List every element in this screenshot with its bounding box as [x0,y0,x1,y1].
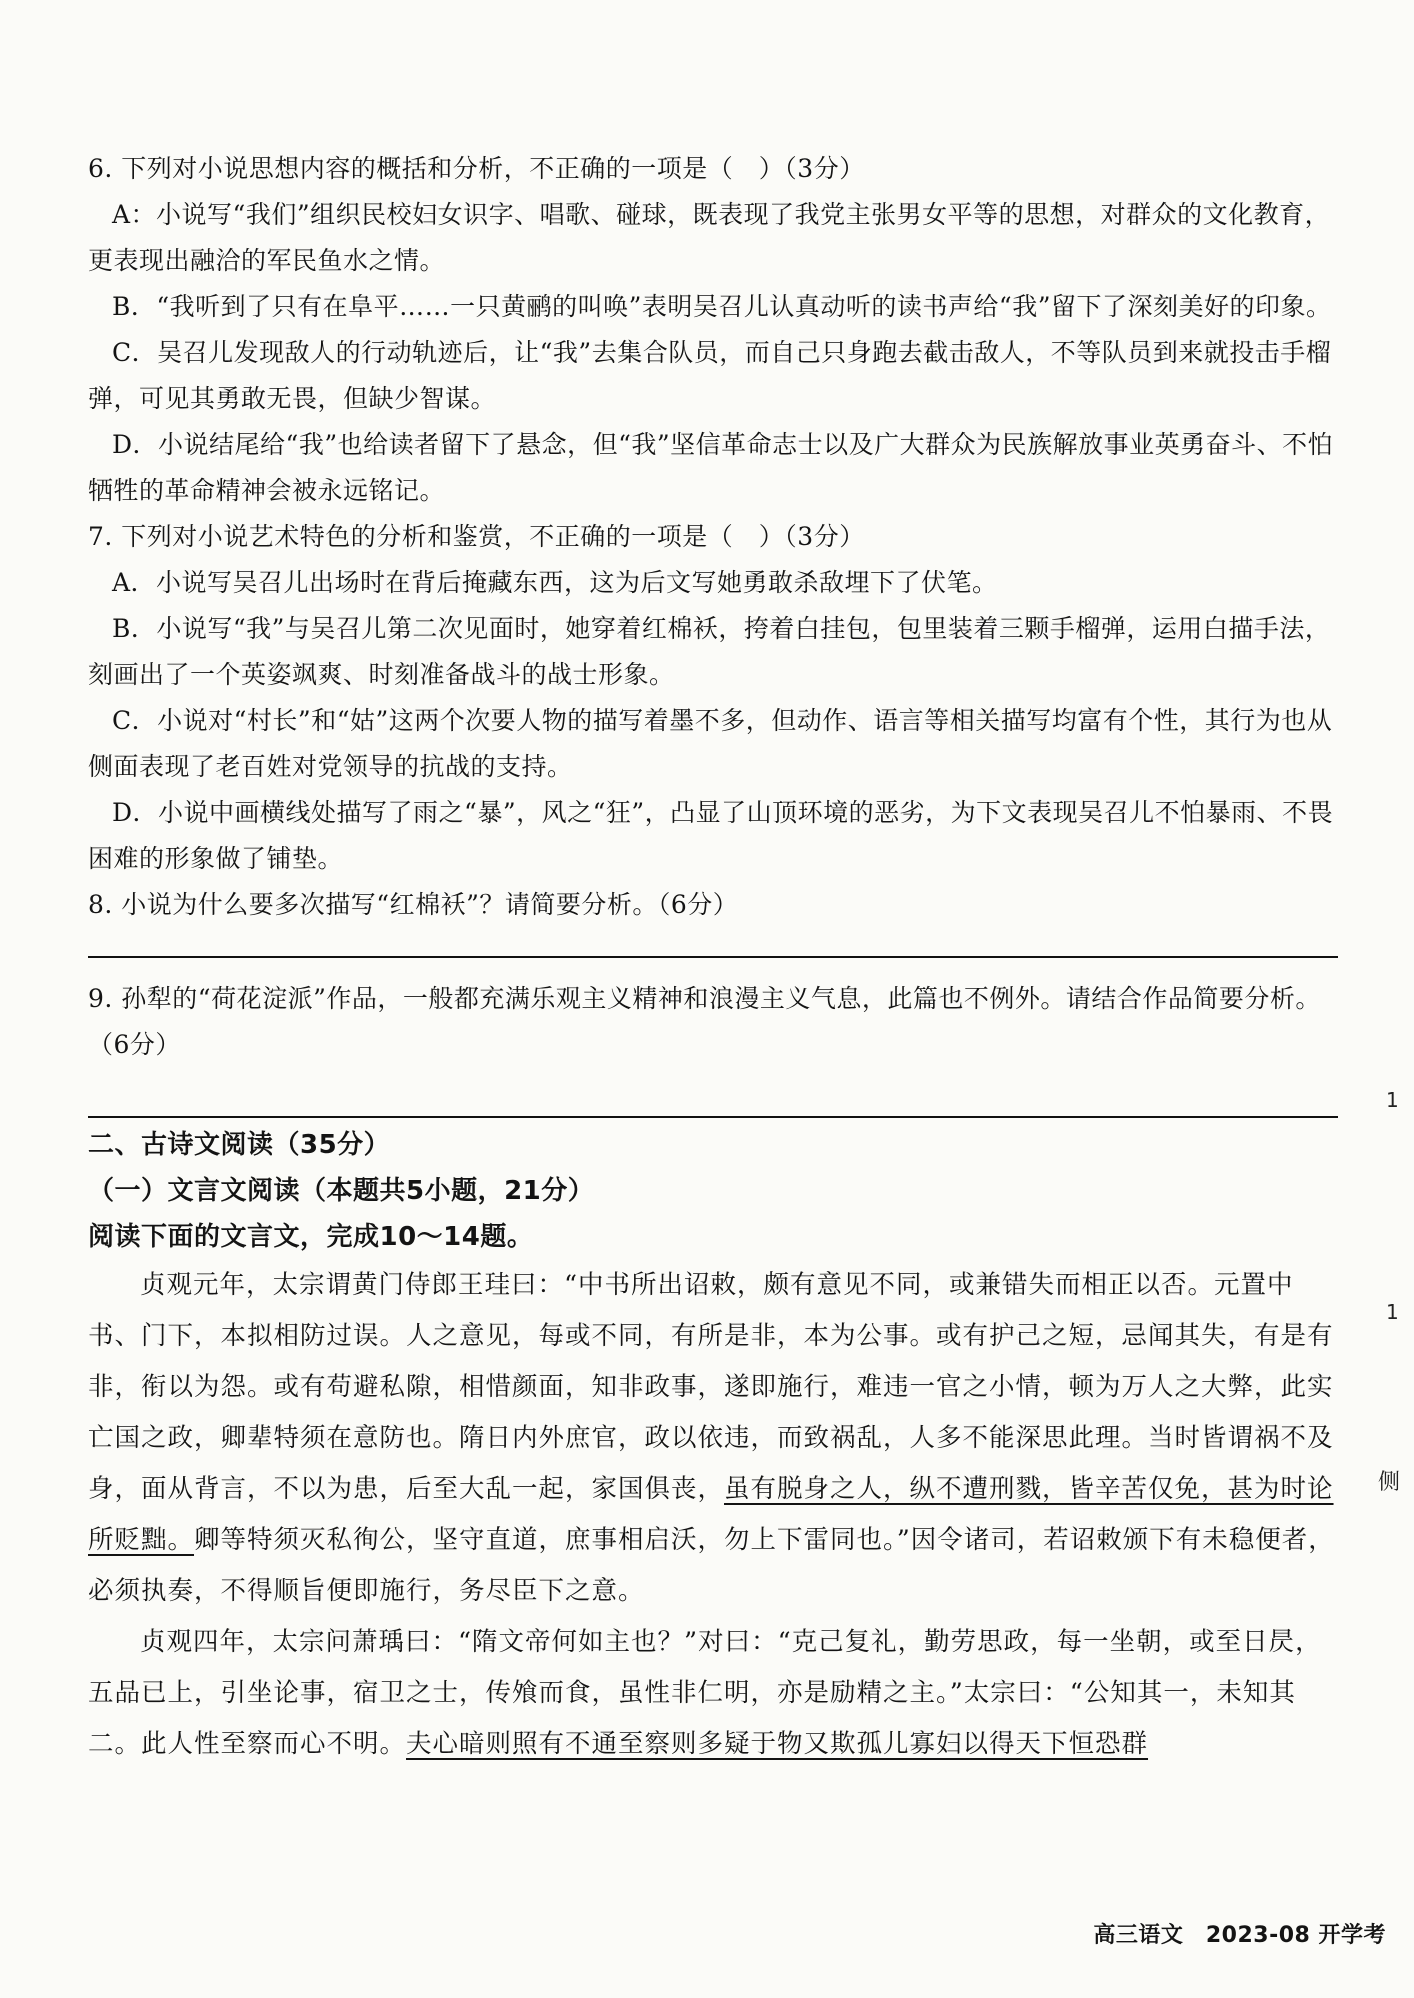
exam-content [88,146,1338,1770]
answer-line-9 [88,1116,1338,1118]
question-6-option-d: D．小说结尾给“我”也给读者留下了悬念，但“我”坚信革命志士以及广大群众为民族解放事业英勇奋斗、不怕牺牲的革命精神会被永远铭记。 [88,430,1334,505]
question-7-option-b: B．小说写“我”与吴召儿第二次见面时，她穿着红棉袄，挎着白挂包，包里装着三颗手榴弹，运用白描手法，刻画出了一个英姿飒爽、时刻准备战斗的战士形象。 [88,614,1331,689]
question-7-stem: 7. 下列对小说艺术特色的分析和鉴赏，不正确的一项是（ ）（3分） [88,522,865,551]
passage-p2-text: 贞观四年，太宗问萧瑀曰：“隋文帝何如主也？”对曰：“克己复礼，勤劳思政，每一坐朝，或至日昃，五品已上，引坐论事，宿卫之士，传飧而食，虽性非仁明，亦是励精之主。”太宗曰：“公知其一，未知其二。此人性至察而心不明。 [88,1627,1322,1759]
page-footer: 高三语文 2023-08 开学考 [1093,1923,1386,1948]
passage-p1-underlined: 虽有脱身之人，纵不遭刑戮，皆辛苦仅免，甚为时论所贬黜。 [88,1474,1334,1555]
question-6-option-a: A：小说写“我们”组织民校妇女识字、唱歌、碰球，既表现了我党主张男女平等的思想，对群众的文化教育，更表现出融洽的军民鱼水之情。 [88,200,1331,275]
question-9-stem: 9. 孙犁的“荷花淀派”作品，一般都充满乐观主义精神和浪漫主义气息，此篇也不例外。请结合作品简要分析。（6分） [88,984,1321,1059]
binding-margin-mark: 侧 [1378,1470,1401,1495]
question-7-option-d: D．小说中画横线处描写了雨之“暴”，风之“狂”，凸显了山顶环境的恶劣，为下文表现吴召儿不怕暴雨、不畏困难的形象做了铺垫。 [88,798,1334,873]
section-2-title: 二、古诗文阅读（35分） [88,1130,391,1160]
binding-margin-mark: 1 [1386,1300,1399,1324]
section-2-instruction: 阅读下面的文言文，完成10～14题。 [88,1222,534,1252]
section-2-subtitle: （一）文言文阅读（本题共5小题，21分） [88,1176,595,1206]
question-7-option-a: A．小说写吴召儿出场时在背后掩藏东西，这为后文写她勇敢杀敌埋下了伏笔。 [112,568,998,597]
question-8-stem: 8. 小说为什么要多次描写“红棉袄”？请简要分析。（6分） [88,890,739,919]
passage-paragraph-2 [88,1617,1338,1770]
passage-p1-text-end: 卿等特须灭私徇公，坚守直道，庶事相启沃，勿上下雷同也。”因令诸司，若诏敕颁下有未稳便者，必须执奏，不得顺旨便即施行，务尽臣下之意。 [88,1525,1335,1606]
passage-paragraph-1 [88,1260,1338,1617]
binding-margin-mark: 1 [1386,1088,1399,1112]
question-6-option-b: B．“我听到了只有在阜平……一只黄鹂的叫唤”表明吴召儿认真动听的读书声给“我”留下了深刻美好的印象。 [112,292,1332,321]
passage-p1-text: 贞观元年，太宗谓黄门侍郎王珪曰：“中书所出诏敕，颇有意见不同，或兼错失而相正以否。元置中书、门下，本拟相防过误。人之意见，每或不同，有所是非，本为公事。或有护己之短，忌闻其失，有是有非，衔以为怨。或有苟避私隙，相惜颜面，知非政事，遂即施行，难违一官之小情，顿为万人之大弊，此实亡国之政，卿辈特须在意防也。隋日内外庶官，政以依违，而致祸乱，人多不能深思此理。当时皆谓祸不及身，面从背言，不以为患，后至大乱一起，家国俱丧， [88,1270,1334,1504]
answer-line-8 [88,956,1338,958]
question-6-stem: 6. 下列对小说思想内容的概括和分析，不正确的一项是（ ）（3分） [88,154,865,183]
question-7-option-c: C．小说对“村长”和“姑”这两个次要人物的描写着墨不多，但动作、语言等相关描写均富有个性，其行为也从侧面表现了老百姓对党领导的抗战的支持。 [88,706,1333,781]
passage-p2-underlined: 夫心暗则照有不通至察则多疑于物又欺孤儿寡妇以得天下恒恐群 [406,1729,1149,1759]
question-6-option-c: C．吴召儿发现敌人的行动轨迹后，让“我”去集合队员，而自己只身跑去截击敌人，不等队员到来就投击手榴弹，可见其勇敢无畏，但缺少智谋。 [88,338,1332,413]
